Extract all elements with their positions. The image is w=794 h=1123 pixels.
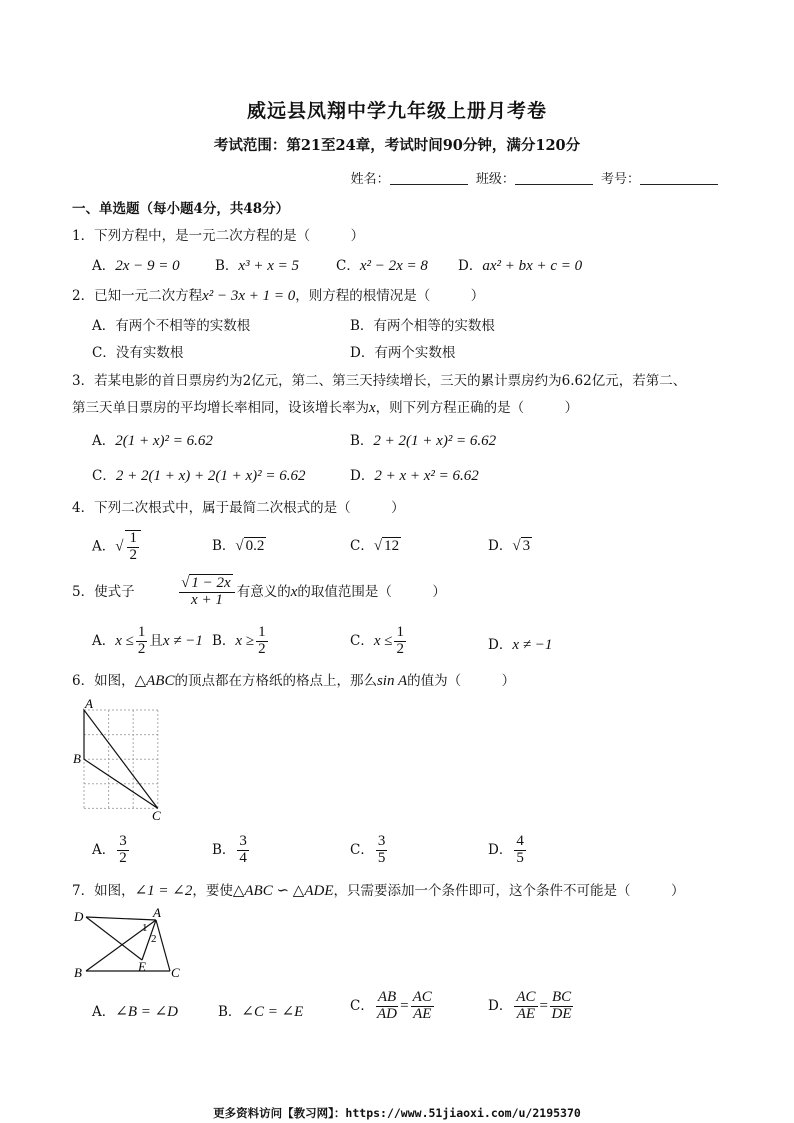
option-letter: D．: [458, 258, 483, 274]
q1-option-a: [92, 254, 180, 275]
q5-option-a: [92, 625, 203, 658]
q3-option-c: [92, 464, 306, 485]
option-letter: D．: [488, 841, 513, 858]
option-expr: x ≠ −1: [512, 637, 553, 653]
option-expr: x³ + x = 5: [238, 258, 299, 274]
triangle-abc: [84, 710, 158, 808]
stem-expr: sin A: [376, 673, 408, 689]
denominator: 2: [129, 546, 137, 563]
label-d: D: [74, 909, 84, 924]
option-fraction: [514, 990, 537, 1023]
q5-option-c: [350, 625, 408, 658]
footer-link[interactable]: 更多资料访问【教习网】：https://www.51jiaoxi.com/u/2195370: [213, 1106, 581, 1120]
q2-option-a: A．有两个不相等的实数根: [92, 318, 251, 334]
angle-2-label: 2: [151, 933, 157, 945]
denominator: 2: [396, 640, 404, 657]
stem-text: 第三天单日票房的平均增长率相同，设该增长率为: [72, 400, 369, 416]
option-letter: A．: [92, 841, 116, 858]
numerator: 4: [516, 833, 524, 849]
option-letter: B．: [212, 632, 236, 649]
stem-fraction: $\frac{√ 1 - 2x}{x + 1}$: [179, 576, 235, 609]
q1-option-c: [336, 254, 428, 275]
radical-fraction: [125, 530, 141, 564]
option-expr: ∠B = ∠D: [115, 1004, 179, 1020]
stem-expr: ∠1 = ∠2: [134, 883, 193, 899]
label-c: C: [171, 965, 180, 980]
denominator: 5: [516, 849, 524, 866]
radicand: 12: [384, 538, 400, 554]
numerator: 3: [377, 833, 386, 849]
numerator: BC: [551, 989, 572, 1005]
denominator: 5: [377, 849, 386, 866]
stem-text: 7．如图，: [72, 883, 135, 899]
denominator: AE: [516, 1005, 536, 1022]
q1-option-d: [458, 254, 582, 275]
exam-scope: 考试范围：第21至24章，考试时间90分钟，满分120分: [213, 137, 581, 154]
stem-var: x: [369, 400, 376, 416]
numerator: AC: [516, 989, 536, 1005]
q7-option-c: C． $\frac{AB}{AD}$ = $\frac{AC}{AE}$: [350, 989, 432, 1022]
option-fraction: [136, 625, 148, 658]
option-expr: x² − 2x = 8: [359, 258, 428, 274]
denominator: 2: [258, 640, 266, 657]
q2-option-c: C．没有实数根: [92, 345, 184, 361]
q4-option-b: B．√ 0.2: [212, 538, 265, 554]
q5-option-b: [212, 625, 270, 658]
option-fraction: [117, 834, 129, 867]
stem-expr: x² − 3x + 1 = 0: [202, 288, 296, 304]
numerator: AB: [377, 989, 397, 1005]
numerator: 1: [137, 624, 146, 640]
q7-option-d: D． $\frac{AC}{AE}$ = $\frac{BC}{DE}$: [488, 989, 572, 1022]
label-b: B: [74, 965, 82, 980]
question-4-stem: 4．下列二次根式中，属于最简二次根式的是（ ）: [72, 500, 405, 516]
name-blank[interactable]: [390, 172, 468, 185]
stem-text: 的取值范围是（ ）: [297, 583, 446, 600]
option-expr: 2 + 2(1 + x) + 2(1 + x)² = 6.62: [115, 468, 306, 484]
option-expr: 2(1 + x)² = 6.62: [115, 433, 213, 449]
option-letter: C．: [350, 538, 374, 554]
q4-option-d: D．√ 3: [488, 538, 531, 554]
option-letter: A．: [92, 632, 116, 649]
question-5-stem: [72, 576, 446, 609]
stem-text: 6．如图，: [72, 673, 135, 689]
option-letter: C．: [336, 258, 360, 274]
question-1-stem: 1．下列方程中，是一元二次方程的是（ ）: [72, 228, 365, 244]
number-label: 考号：: [600, 172, 640, 187]
option-expr: x ≤: [115, 632, 134, 649]
denominator: AE: [413, 1005, 432, 1022]
q7-option-a: [92, 1000, 178, 1021]
stem-var: x: [290, 583, 298, 600]
stem-text: ，则下列方程正确的是（ ）: [375, 400, 579, 416]
option-expr: 2 + x + x² = 6.62: [374, 468, 479, 484]
option-fraction: [376, 834, 388, 867]
stem-expr: △ABC ∽ △ADE: [232, 883, 334, 899]
label-a: A: [153, 905, 161, 920]
denominator: 4: [239, 849, 247, 866]
stem-text: ，则方程的根情况是（ ）: [295, 288, 485, 304]
q2-option-d: D．有两个实数根: [350, 345, 456, 361]
option-expr: 2x − 9 = 0: [115, 258, 180, 274]
option-letter: C．: [92, 468, 116, 484]
stem-text: ，只需要添加一个条件即可，这个条件不可能是（ ）: [333, 883, 685, 899]
q6-option-d: [488, 834, 528, 867]
option-fraction: [514, 834, 526, 867]
numerator: 1 − 2x: [191, 575, 231, 591]
denominator: 2: [119, 849, 127, 866]
q4-option-c: C．√ 12: [350, 538, 400, 554]
denominator: AD: [377, 1005, 397, 1022]
numerator: 1: [396, 624, 404, 640]
stem-text: 2．已知一元二次方程: [72, 288, 203, 304]
label-e: E: [138, 959, 146, 974]
radicand: 0.2: [245, 538, 265, 554]
numerator: 1: [129, 530, 137, 546]
q3-option-b: [350, 429, 496, 450]
option-expr: ax² + bx + c = 0: [482, 258, 583, 274]
student-info: [351, 168, 722, 187]
class-blank[interactable]: [515, 172, 593, 185]
option-letter: D．: [488, 637, 513, 653]
option-letter: B．: [215, 258, 239, 274]
option-letter: D．: [350, 468, 375, 484]
option-letter: A．: [92, 258, 116, 274]
q6-option-b: [212, 834, 251, 867]
option-expr: x ≥: [235, 632, 255, 649]
q4-option-a: A．√ $\frac{1}{2}$: [92, 530, 143, 564]
option-fraction: [411, 990, 434, 1023]
denominator: DE: [551, 1005, 572, 1022]
option-letter: A．: [92, 433, 116, 449]
option-letter: A．: [92, 1004, 116, 1020]
option-letter: B．: [350, 433, 374, 449]
q1-option-b: [215, 254, 299, 275]
option-expr: x ≠ −1: [162, 632, 203, 649]
label-c: C: [152, 808, 161, 823]
option-fraction: [376, 990, 398, 1023]
option-letter: B．: [212, 841, 236, 858]
option-letter: A．: [92, 538, 116, 555]
option-fraction: [256, 625, 268, 658]
class-label: 班级：: [475, 172, 515, 187]
q3-option-a: [92, 429, 213, 450]
question-7-stem: [72, 879, 685, 900]
stem-text: 有意义的: [236, 583, 291, 600]
q7-option-b: [218, 1000, 303, 1021]
stem-text: ，要使: [192, 883, 233, 899]
option-expr: 2 + 2(1 + x)² = 6.62: [373, 433, 497, 449]
numerator: 3: [119, 833, 127, 849]
option-letter: B．: [212, 538, 236, 554]
stem-text: 5．使式子: [72, 583, 135, 600]
option-fraction: [237, 834, 249, 867]
page-title: 威远县凤翔中学九年级上册月考卷: [246, 100, 547, 122]
angle-1-label: 1: [142, 922, 148, 934]
q3-option-d: [350, 464, 479, 485]
question-2-stem: [72, 284, 484, 305]
option-letter: B．: [218, 1004, 242, 1020]
q6-option-c: [350, 834, 389, 867]
q2-option-b: B．有两个相等的实数根: [350, 318, 495, 334]
question-3-line1: 3．若某电影的首日票房约为2亿元，第二、第三天持续增长，三天的累计票房约为6.62亿元，若第二、: [72, 373, 687, 389]
numerator: 3: [239, 833, 247, 849]
stem-text: 的顶点都在方格纸的格点上，那么: [174, 673, 377, 689]
q7-similar-triangles-figure: [70, 903, 190, 983]
name-label: 姓名：: [350, 172, 390, 187]
denominator: x + 1: [191, 591, 223, 608]
label-b: B: [73, 751, 81, 766]
figure-lines: [86, 917, 170, 971]
numerator: 1: [258, 624, 266, 640]
option-expr: x ≤: [373, 632, 393, 649]
numerator: AC: [412, 989, 432, 1005]
option-letter: D．: [488, 997, 513, 1014]
q5-option-d: [488, 633, 552, 654]
option-letter: C．: [350, 997, 374, 1014]
stem-expr: △ABC: [134, 673, 175, 689]
q6-option-a: [92, 834, 131, 867]
option-letter: C．: [350, 841, 374, 858]
option-fraction: [394, 625, 406, 658]
option-fraction: [550, 990, 573, 1023]
label-a: A: [85, 698, 93, 711]
stem-text: 的值为（ ）: [407, 673, 516, 689]
denominator: 2: [137, 640, 146, 657]
section-heading: 一、单选题（每小题4分，共48分）: [72, 201, 290, 217]
q6-grid-figure: [70, 698, 170, 823]
option-letter: D．: [488, 538, 513, 554]
question-3-line2: [72, 396, 578, 417]
radicand: 3: [522, 538, 531, 554]
option-expr: ∠C = ∠E: [241, 1004, 304, 1020]
number-blank[interactable]: [640, 172, 718, 185]
option-letter: C．: [350, 632, 374, 649]
question-6-stem: [72, 669, 515, 690]
option-text: 且: [149, 632, 163, 649]
